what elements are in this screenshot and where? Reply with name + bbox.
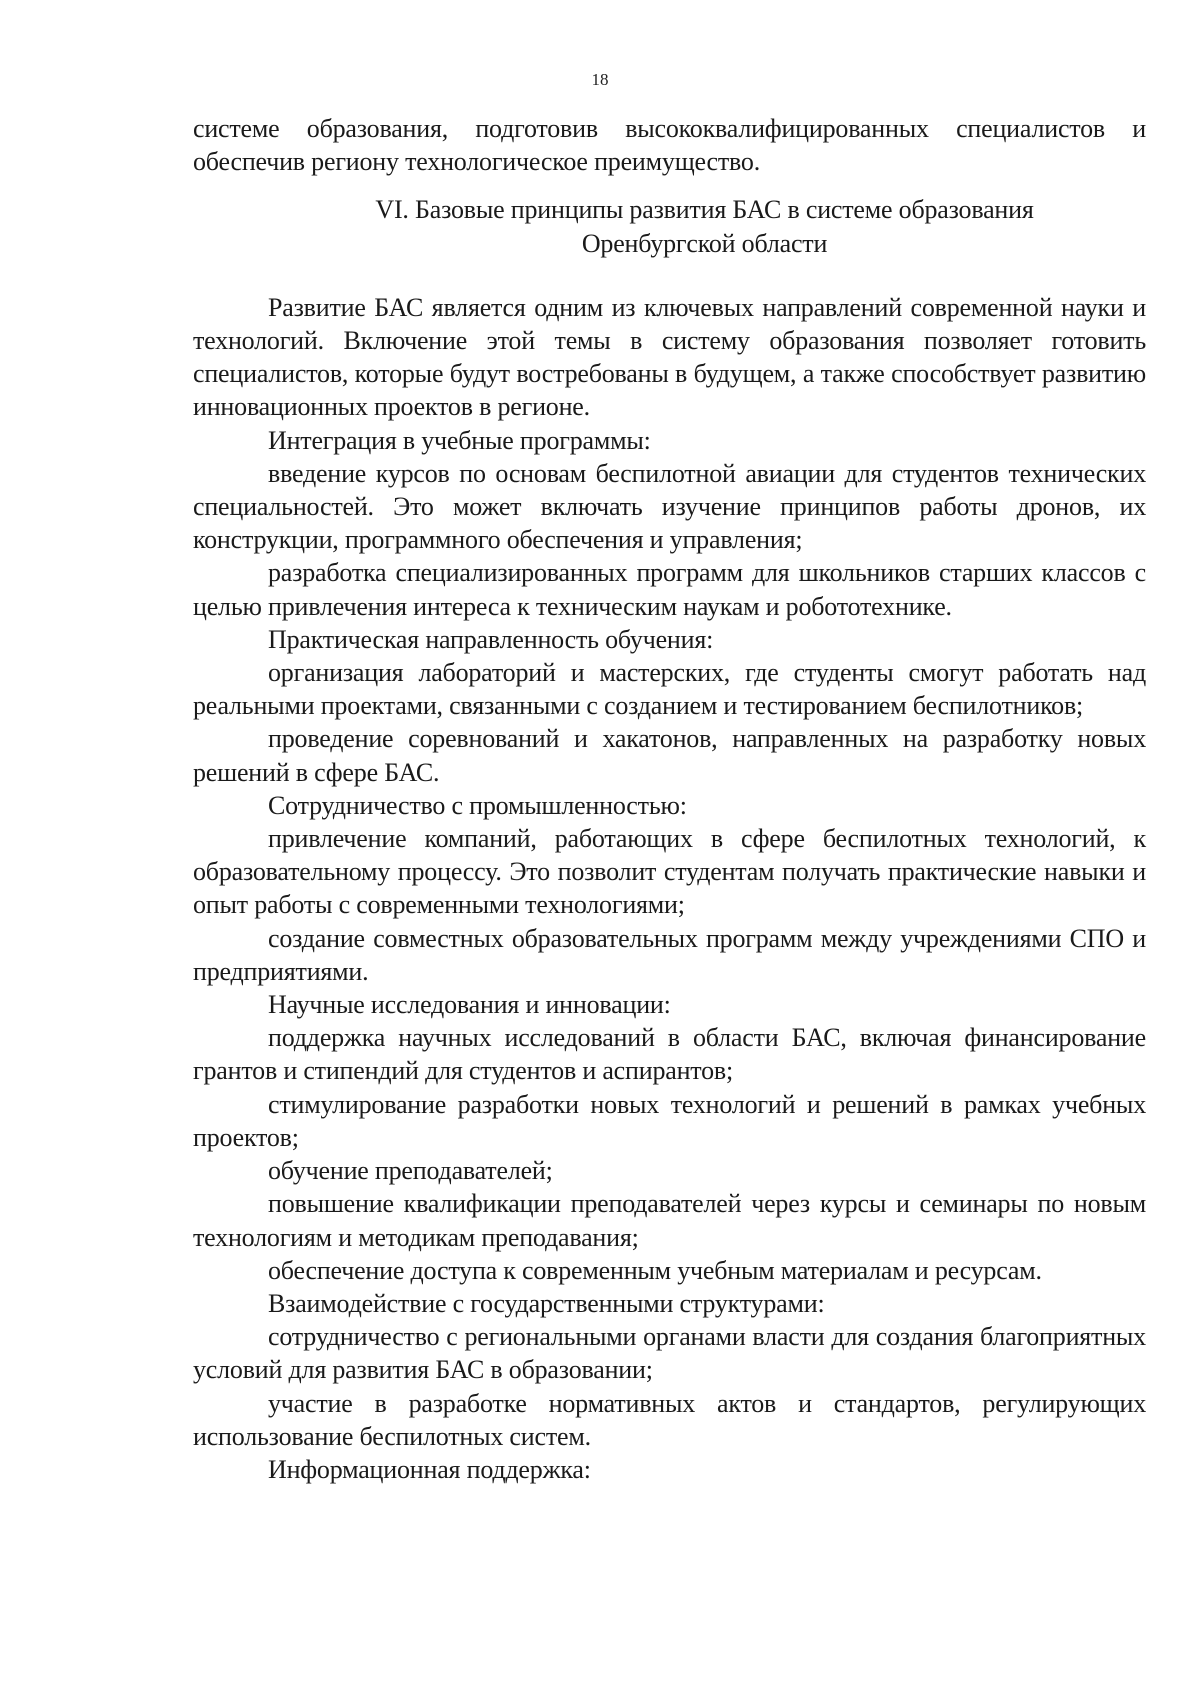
- paragraph: организация лабораторий и мастерских, где студенты смогут работать над реальными проектами, связанными с созданием и тестированием беспилотников;: [193, 658, 1146, 721]
- paragraph: Интеграция в учебные программы:: [268, 425, 651, 455]
- paragraph: повышение квалификации преподавателей через курсы и семинары по новым технологиям и методикам преподавания;: [193, 1189, 1146, 1252]
- paragraph: стимулирование разработки новых технологий и решений в рамках учебных проектов;: [193, 1089, 1146, 1152]
- paragraph: привлечение компаний, работающих в сфере беспилотных технологий, к образовательному процессу. Это позволит студентам получать практические навыки и опыт работы с современными технологиями;: [193, 824, 1146, 920]
- page-number: 18: [591, 70, 609, 89]
- paragraph: обучение преподавателей;: [268, 1156, 553, 1186]
- paragraph: создание совместных образовательных программ между учреждениями СПО и предприятиями.: [193, 923, 1146, 986]
- intro-paragraph: системе образования, подготовив высококвалифицированных специалистов и обеспечив региону технологическое преимущество.: [193, 114, 1146, 177]
- section-heading-line-2: Оренбургской области: [581, 228, 828, 258]
- section-heading-line-1: VI. Базовые принципы развития БАС в системе образования: [375, 195, 1034, 225]
- paragraph: Взаимодействие с государственными структурами:: [268, 1288, 825, 1318]
- paragraph: Развитие БАС является одним из ключевых направлений современной науки и технологий. Включение этой темы в систему образования позволяет готовить специалистов, которые будут востребованы в будущем, а также способствует развитию инновационных проектов в регионе.: [193, 292, 1146, 422]
- section-heading: [193, 193, 1146, 259]
- paragraph: обеспечение доступа к современным учебным материалам и ресурсам.: [268, 1255, 1042, 1285]
- paragraph: Практическая направленность обучения:: [268, 624, 714, 654]
- paragraph: Информационная поддержка:: [268, 1454, 591, 1484]
- paragraph: Сотрудничество с промышленностью:: [268, 790, 687, 820]
- paragraph: сотрудничество с региональными органами власти для создания благоприятных условий для развития БАС в образовании;: [193, 1322, 1146, 1385]
- paragraph: проведение соревнований и хакатонов, направленных на разработку новых решений в сфере БАС.: [193, 724, 1146, 787]
- paragraph: поддержка научных исследований в области БАС, включая финансирование грантов и стипендий для студентов и аспирантов;: [193, 1023, 1146, 1086]
- paragraph: участие в разработке нормативных актов и стандартов, регулирующих использование беспилотных систем.: [193, 1388, 1146, 1451]
- paragraph: Научные исследования и инновации:: [268, 990, 671, 1020]
- document-body: [193, 112, 1146, 1486]
- paragraph: введение курсов по основам беспилотной авиации для студентов технических специальностей. Это может включать изучение принципов работы дронов, их конструкции, программного обеспечения и управления;: [193, 458, 1146, 555]
- paragraph: разработка специализированных программ для школьников старших классов с целью привлечения интереса к техническим наукам и робототехнике.: [193, 558, 1146, 621]
